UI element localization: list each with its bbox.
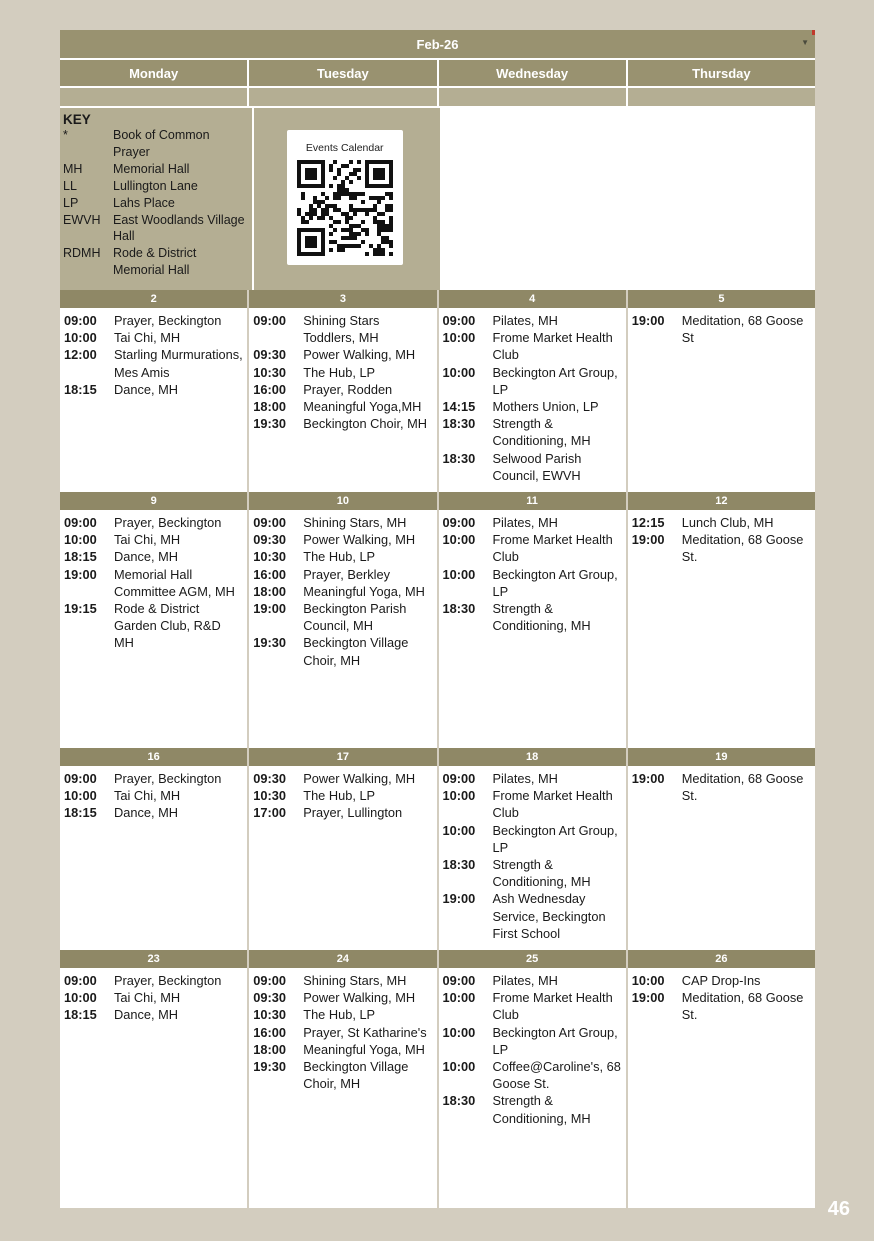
event-description: Strength & Conditioning, MH — [492, 601, 591, 634]
event-description: The Hub, LP — [303, 1007, 376, 1023]
date-row — [60, 290, 815, 308]
date-label: 23 — [60, 950, 247, 968]
event-entry — [64, 787, 243, 804]
month-title: Feb-26 — [416, 36, 459, 52]
event-time: 19:00 — [631, 990, 665, 1006]
date-label: 10 — [249, 492, 436, 510]
date-label: 12 — [628, 492, 815, 510]
date-label: 26 — [628, 950, 815, 968]
event-time: 19:00 — [64, 566, 97, 582]
event-description: Tai Chi, MH — [114, 990, 181, 1006]
day-events-cell — [60, 970, 247, 1208]
day-events-cell — [628, 310, 815, 492]
event-time: 10:00 — [64, 330, 97, 346]
day-events-cell — [439, 970, 626, 1208]
event-entry — [64, 770, 243, 787]
event-entry — [253, 804, 432, 821]
event-description: Meaningful Yoga, MH — [303, 583, 425, 599]
event-description: Memorial Hall Committee AGM, MH — [114, 566, 235, 599]
event-description: Beckington Art Group, LP — [492, 566, 618, 599]
day-header-row — [60, 60, 815, 86]
day-events-cell — [439, 768, 626, 950]
event-description: Prayer, Beckington — [114, 313, 222, 328]
event-time: 10:00 — [442, 364, 476, 380]
event-time: 09:00 — [253, 313, 286, 328]
day-events-cell — [249, 512, 436, 749]
event-entry — [64, 972, 243, 989]
event-description: Frome Market Health Club — [492, 990, 613, 1023]
event-description: Meditation, 68 Goose St. — [681, 771, 804, 804]
event-entry — [443, 514, 622, 531]
event-entry — [443, 1058, 622, 1092]
event-time: 19:00 — [631, 532, 665, 548]
event-entry — [443, 600, 622, 634]
qr-label: Events Calendar — [305, 142, 384, 154]
event-time: 10:00 — [442, 566, 476, 582]
date-row — [60, 950, 815, 968]
date-label: 4 — [439, 290, 626, 308]
event-time: 09:00 — [253, 973, 286, 988]
key-label: Rode & District Memorial Hall — [113, 246, 197, 278]
spacer-cell — [628, 88, 815, 106]
event-description: Tai Chi, MH — [114, 532, 181, 548]
event-entry — [632, 514, 811, 531]
qr-card[interactable] — [287, 130, 403, 265]
event-description: Dance, MH — [114, 381, 179, 397]
event-time: 09:00 — [64, 515, 97, 530]
event-entry — [253, 1058, 432, 1092]
event-entry — [253, 583, 432, 600]
event-description: Selwood Parish Council, EWVH — [492, 450, 582, 483]
event-time: 10:30 — [253, 549, 286, 565]
event-entry — [253, 1024, 432, 1041]
day-events-cell — [60, 512, 247, 749]
date-row — [60, 492, 815, 510]
event-entry — [253, 634, 432, 668]
event-time: 09:00 — [442, 973, 476, 988]
date-label: 25 — [439, 950, 626, 968]
event-entry — [253, 1041, 432, 1058]
page-number: 46 — [827, 1198, 850, 1220]
event-description: Strength & Conditioning, MH — [492, 416, 591, 449]
event-time: 10:00 — [64, 788, 97, 804]
event-entry — [443, 364, 622, 398]
spacer-row — [60, 88, 815, 106]
event-time: 10:00 — [64, 990, 97, 1006]
event-time: 18:00 — [253, 1041, 286, 1057]
event-time: 18:30 — [442, 416, 476, 432]
event-time: 18:15 — [64, 805, 97, 821]
date-row — [60, 748, 815, 766]
event-entry — [443, 312, 622, 329]
event-description: Mothers Union, LP — [492, 399, 599, 415]
event-time: 10:00 — [442, 990, 476, 1006]
event-description: Pilates, MH — [492, 973, 558, 988]
event-description: Frome Market Health Club — [492, 788, 613, 821]
day-events-cell — [628, 970, 815, 1208]
event-entry — [443, 972, 622, 989]
events-row — [60, 970, 815, 1208]
event-entry — [443, 856, 622, 890]
events-row — [60, 768, 815, 950]
event-time: 18:30 — [442, 450, 476, 466]
event-entry — [632, 989, 811, 1023]
date-label: 24 — [249, 950, 436, 968]
event-time: 10:00 — [442, 788, 476, 804]
event-entry — [443, 329, 622, 363]
key-item — [63, 127, 249, 161]
event-description: Meditation, 68 Goose St. — [681, 990, 804, 1023]
event-entry — [253, 346, 432, 363]
event-description: The Hub, LP — [303, 364, 376, 380]
event-description: Lunch Club, MH — [681, 515, 774, 530]
date-label: 17 — [249, 748, 436, 766]
key-abbreviation: * — [63, 128, 68, 142]
event-time: 10:30 — [253, 788, 286, 804]
event-entry — [253, 989, 432, 1006]
event-entry — [253, 381, 432, 398]
event-description: Meditation, 68 Goose St — [681, 313, 804, 346]
event-description: Tai Chi, MH — [114, 330, 181, 346]
event-description: Beckington Parish Council, MH — [303, 601, 407, 634]
event-entry — [443, 787, 622, 821]
event-time: 12:15 — [631, 515, 665, 530]
month-title-bar — [60, 30, 815, 58]
event-description: Rode & District Garden Club, R&D MH — [114, 601, 221, 651]
event-time: 16:00 — [253, 381, 286, 397]
event-entry — [443, 989, 622, 1023]
event-entry — [632, 531, 811, 565]
event-time: 09:00 — [442, 771, 476, 786]
key-label: Memorial Hall — [113, 161, 190, 176]
event-time: 17:00 — [253, 805, 286, 821]
event-entry — [253, 398, 432, 415]
day-header-thursday: Thursday — [628, 60, 815, 86]
event-entry — [443, 531, 622, 565]
event-time: 10:00 — [442, 1024, 476, 1040]
event-description: The Hub, LP — [303, 788, 376, 804]
day-events-cell — [249, 970, 436, 1208]
event-description: Strength & Conditioning, MH — [492, 1093, 591, 1126]
event-entry — [443, 890, 622, 942]
key-item — [63, 178, 249, 195]
date-label: 5 — [628, 290, 815, 308]
key-abbreviation: LL — [63, 178, 77, 193]
event-time: 10:00 — [442, 330, 476, 346]
event-time: 18:15 — [64, 1007, 97, 1023]
event-description: Shining Stars Toddlers, MH — [303, 313, 380, 346]
event-time: 19:15 — [64, 601, 97, 617]
event-entry — [253, 1006, 432, 1023]
event-time: 18:00 — [253, 583, 286, 599]
event-entry — [443, 770, 622, 787]
event-time: 19:00 — [442, 891, 476, 907]
event-time: 19:30 — [253, 416, 286, 432]
key-abbreviation: MH — [63, 161, 83, 176]
event-time: 16:00 — [253, 1024, 286, 1040]
event-description: Dance, MH — [114, 1007, 179, 1023]
event-description: Frome Market Health Club — [492, 532, 613, 565]
key-abbreviation: RDMH — [63, 246, 101, 261]
event-time: 18:00 — [253, 399, 286, 415]
events-row — [60, 310, 815, 492]
date-label: 9 — [60, 492, 247, 510]
day-events-cell — [249, 768, 436, 950]
event-time: 16:00 — [253, 566, 286, 582]
date-label: 19 — [628, 748, 815, 766]
event-time: 18:30 — [442, 857, 476, 873]
event-entry — [443, 1024, 622, 1058]
day-header-monday: Monday — [60, 60, 247, 86]
event-entry — [64, 531, 243, 548]
event-time: 18:15 — [64, 381, 97, 397]
key-label: East Woodlands Village Hall — [113, 212, 245, 244]
event-description: Prayer, Berkley — [303, 566, 391, 582]
key-label: Lullington Lane — [113, 178, 198, 193]
event-description: Prayer, Beckington — [114, 973, 222, 988]
event-time: 18:30 — [442, 601, 476, 617]
event-entry — [64, 381, 243, 398]
event-entry — [64, 548, 243, 565]
key-label: Lahs Place — [113, 195, 175, 210]
event-entry — [253, 787, 432, 804]
event-description: Beckington Village Choir, MH — [303, 1059, 409, 1092]
day-events-cell — [628, 512, 815, 749]
day-events-cell — [249, 310, 436, 492]
event-time: 09:30 — [253, 532, 286, 548]
event-description: Tai Chi, MH — [114, 788, 181, 804]
event-entry — [64, 600, 243, 652]
event-time: 09:00 — [442, 313, 476, 328]
event-entry — [64, 514, 243, 531]
event-description: Meaningful Yoga,MH — [303, 399, 422, 415]
event-description: Beckington Art Group, LP — [492, 822, 618, 855]
event-time: 19:30 — [253, 1059, 286, 1075]
empty-cell — [442, 108, 628, 290]
event-time: 12:00 — [64, 347, 97, 363]
event-description: Meaningful Yoga, MH — [303, 1041, 425, 1057]
event-entry — [64, 329, 243, 346]
event-description: Prayer, Lullington — [303, 805, 403, 821]
event-entry — [632, 312, 811, 346]
event-description: Power Walking, MH — [303, 347, 416, 363]
event-entry — [64, 1006, 243, 1023]
event-time: 18:15 — [64, 549, 97, 565]
qr-code-icon[interactable] — [297, 160, 393, 256]
date-label: 11 — [439, 492, 626, 510]
events-row — [60, 512, 815, 749]
empty-cell — [629, 108, 815, 290]
event-description: Ash Wednesday Service, Beckington First School — [492, 891, 606, 941]
spacer-cell — [60, 88, 247, 106]
day-header-wednesday: Wednesday — [439, 60, 626, 86]
event-entry — [64, 346, 243, 380]
event-description: Prayer, St Katharine's — [303, 1024, 427, 1040]
event-entry — [443, 566, 622, 600]
event-time: 09:00 — [64, 771, 97, 786]
event-entry — [632, 972, 811, 989]
event-time: 09:00 — [64, 973, 97, 988]
cell-comment-marker — [812, 30, 815, 35]
dropdown-arrow-icon[interactable]: ▼ — [801, 38, 809, 47]
key-item — [63, 245, 249, 279]
date-label: 3 — [249, 290, 436, 308]
event-time: 10:30 — [253, 364, 286, 380]
event-entry — [253, 531, 432, 548]
event-description: The Hub, LP — [303, 549, 376, 565]
event-description: Frome Market Health Club — [492, 330, 613, 363]
event-description: Prayer, Rodden — [303, 381, 393, 397]
event-entry — [632, 770, 811, 804]
event-entry — [253, 514, 432, 531]
event-description: Power Walking, MH — [303, 990, 416, 1006]
event-entry — [253, 364, 432, 381]
event-entry — [443, 450, 622, 484]
event-entry — [253, 415, 432, 432]
event-description: Pilates, MH — [492, 313, 558, 328]
event-description: Beckington Art Group, LP — [492, 1024, 618, 1057]
qr-cell — [254, 108, 440, 290]
day-events-cell — [439, 512, 626, 749]
event-description: CAP Drop-Ins — [681, 973, 761, 988]
date-label: 16 — [60, 748, 247, 766]
event-entry — [253, 770, 432, 787]
event-entry — [253, 566, 432, 583]
day-events-cell — [60, 768, 247, 950]
event-entry — [253, 972, 432, 989]
event-time: 19:30 — [253, 635, 286, 651]
calendar-sheet — [60, 30, 815, 1188]
event-description: Power Walking, MH — [303, 771, 416, 786]
event-description: Prayer, Beckington — [114, 515, 222, 530]
key-item — [63, 161, 249, 178]
event-time: 10:00 — [442, 532, 476, 548]
event-time: 14:15 — [442, 399, 476, 415]
event-description: Dance, MH — [114, 805, 179, 821]
event-description: Shining Stars, MH — [303, 515, 407, 530]
key-abbreviation: EWVH — [63, 212, 101, 227]
event-description: Power Walking, MH — [303, 532, 416, 548]
date-label: 2 — [60, 290, 247, 308]
event-entry — [443, 415, 622, 449]
key-item — [63, 195, 249, 212]
event-entry — [253, 312, 432, 346]
event-description: Starling Murmurations, Mes Amis — [114, 347, 243, 380]
event-description: Strength & Conditioning, MH — [492, 857, 591, 890]
spacer-cell — [249, 88, 436, 106]
event-time: 19:00 — [253, 601, 286, 617]
event-time: 10:00 — [64, 532, 97, 548]
event-time: 10:00 — [442, 1059, 476, 1075]
event-time: 19:00 — [631, 313, 665, 328]
event-entry — [443, 398, 622, 415]
event-entry — [253, 548, 432, 565]
event-entry — [64, 804, 243, 821]
event-time: 09:00 — [253, 515, 286, 530]
event-description: Dance, MH — [114, 549, 179, 565]
event-entry — [253, 600, 432, 634]
key-label: Book of Common Prayer — [113, 128, 210, 159]
event-description: Pilates, MH — [492, 515, 558, 530]
event-entry — [443, 822, 622, 856]
key-legend — [60, 108, 252, 290]
day-events-cell — [60, 310, 247, 492]
key-list — [63, 127, 249, 279]
event-time: 09:30 — [253, 347, 286, 363]
day-events-cell — [628, 768, 815, 950]
event-description: Beckington Art Group, LP — [492, 364, 618, 397]
event-entry — [443, 1092, 622, 1126]
event-entry — [64, 312, 243, 329]
event-entry — [64, 566, 243, 600]
event-time: 10:30 — [253, 1007, 286, 1023]
event-description: Pilates, MH — [492, 771, 558, 786]
event-time: 09:00 — [442, 515, 476, 530]
event-time: 09:00 — [64, 313, 97, 328]
event-time: 19:00 — [631, 771, 665, 786]
event-entry — [64, 989, 243, 1006]
spacer-cell — [439, 88, 626, 106]
event-description: Prayer, Beckington — [114, 771, 222, 786]
event-time: 10:00 — [442, 822, 476, 838]
key-abbreviation: LP — [63, 195, 79, 210]
key-item — [63, 212, 249, 246]
event-description: Coffee@Caroline's, 68 Goose St. — [492, 1059, 621, 1092]
intro-row — [60, 108, 815, 290]
date-label: 18 — [439, 748, 626, 766]
event-time: 09:30 — [253, 990, 286, 1006]
event-time: 09:30 — [253, 771, 286, 786]
event-description: Shining Stars, MH — [303, 973, 407, 988]
event-time: 18:30 — [442, 1093, 476, 1109]
event-description: Meditation, 68 Goose St. — [681, 532, 804, 565]
event-description: Beckington Choir, MH — [303, 416, 428, 432]
day-header-tuesday: Tuesday — [249, 60, 436, 86]
day-events-cell — [439, 310, 626, 492]
event-time: 10:00 — [631, 973, 665, 988]
event-description: Beckington Village Choir, MH — [303, 635, 409, 668]
key-title: KEY — [63, 112, 91, 127]
